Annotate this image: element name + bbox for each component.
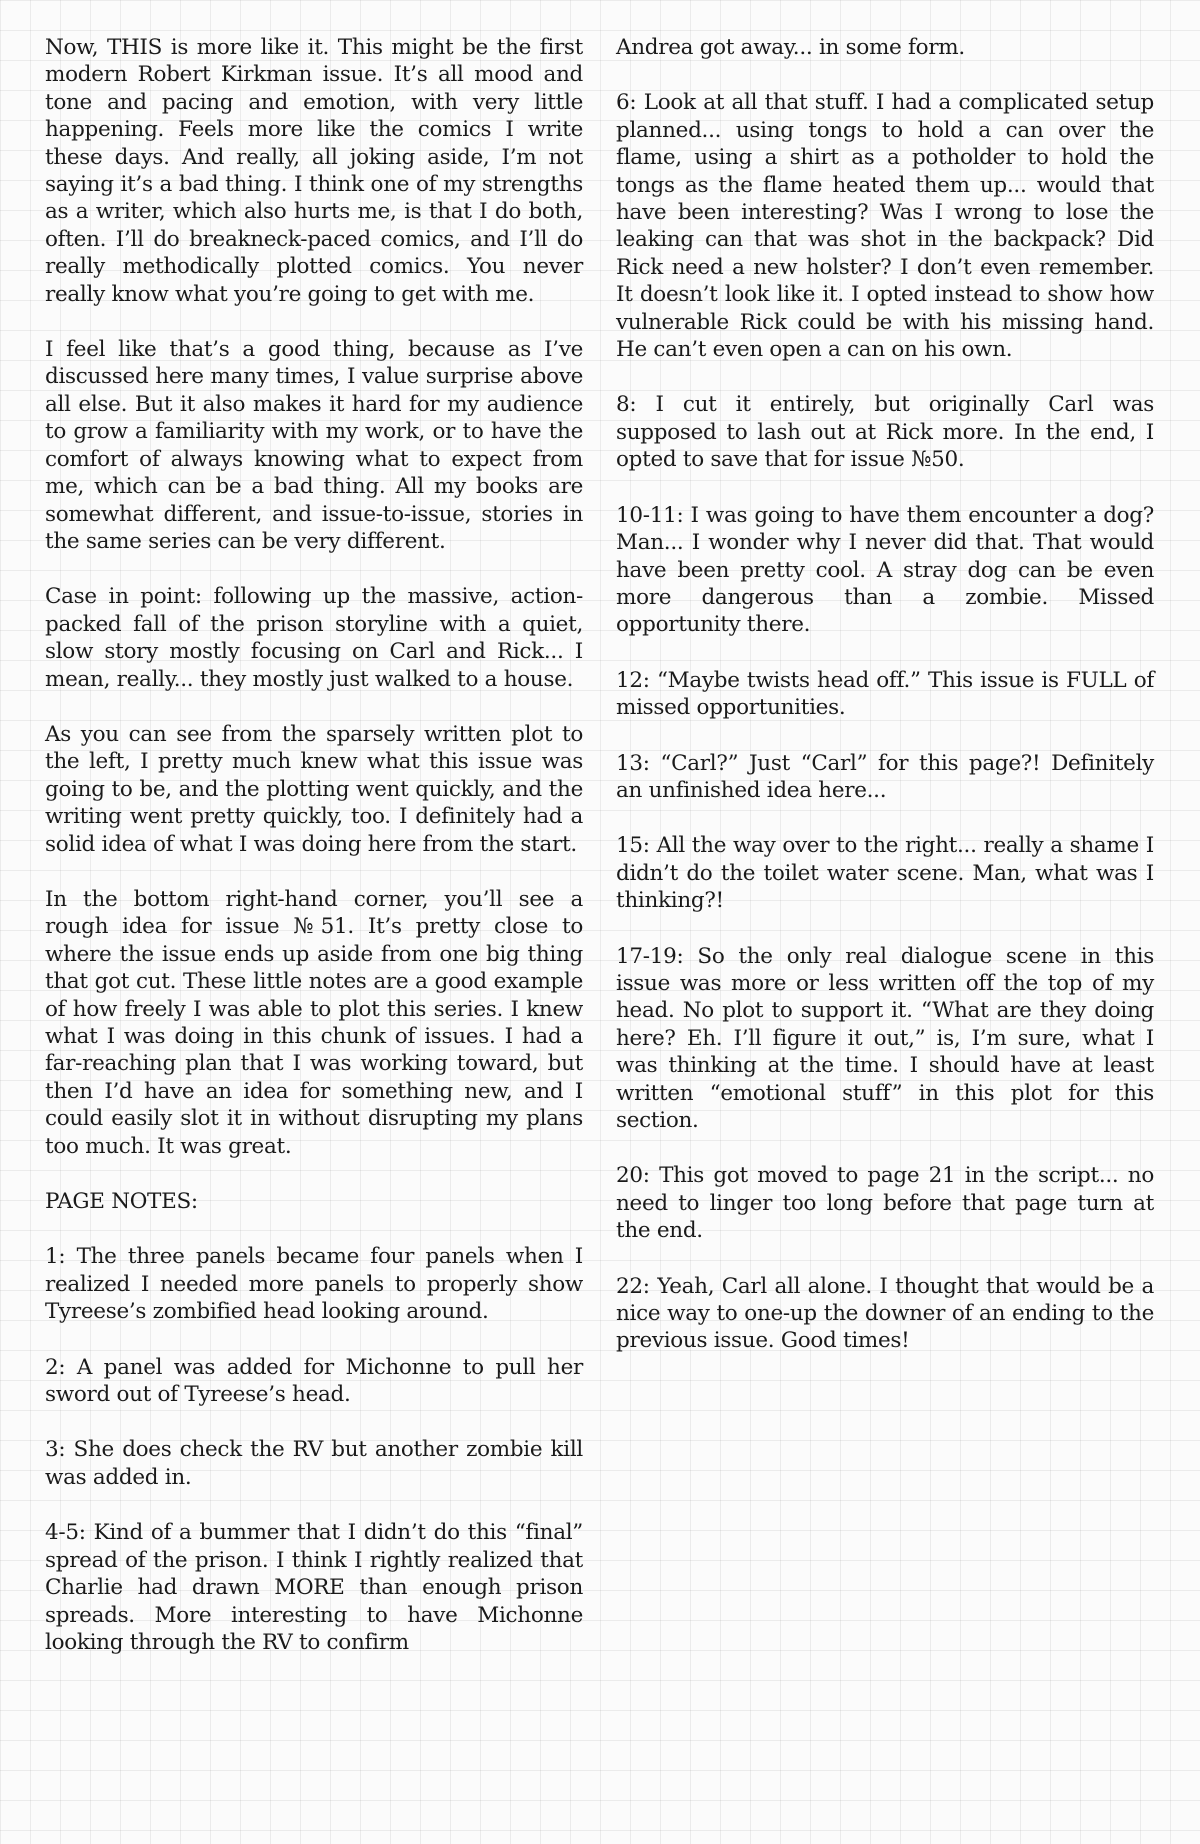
page-note: Andrea got away... in some form.: [616, 35, 965, 60]
page-note: 20: This got moved to page 21 in the script... no need to linger too long before that page turn at the end.: [616, 1163, 1154, 1244]
intro-paragraph: In the bottom right-hand corner, you’ll see a rough idea for issue №51. It’s pretty close to where the issue ends up aside from one big thing that got cut. These little notes are a good example of how freely I was able to plot this series. I knew what I was doing in this chunk of issues. I had a far-reaching plan that I was working toward, but then I’d have an idea for something new, and I could easily slot it in without disrupting my plans too much. It was great.: [45, 886, 583, 1159]
page-note: 2: A panel was added for Michonne to pull her sword out of Tyreese’s head.: [45, 1354, 583, 1408]
right-column: [616, 34, 1154, 1383]
intro-paragraph: I feel like that’s a good thing, because as I’ve discussed here many times, I value surprise above all else. But it also makes it hard for my audience to grow a familiarity with my work, or to have the comfort of always knowing what to expect from me, which can be a bad thing. All my books are somewhat different, and issue-to-issue, stories in the same series can be very different.: [45, 337, 583, 554]
intro-paragraph: As you can see from the sparsely written plot to the left, I pretty much knew what this issue was going to be, and the plotting went quickly, and the writing went pretty quickly, too. I definitely had a solid idea of what I was doing here from the start.: [45, 721, 583, 857]
intro-paragraph: Case in point: following up the massive, action-packed fall of the prison storyline with a quiet, slow story mostly focusing on Carl and Rick... I mean, really... they mostly just walked to a house.: [45, 584, 583, 692]
page-note: 15: All the way over to the right... really a shame I didn’t do the toilet water scene. Man, what was I thinking?!: [616, 833, 1154, 914]
page-note: 17-19: So the only real dialogue scene in this issue was more or less written off the top of my head. No plot to support it. “What are they doing here? Eh. I’ll figure it out,” is, I’m sure, what I was thinking at the time. I should have at least written “emotional stuff” in this plot for this section.: [616, 943, 1154, 1133]
page-note: 22: Yeah, Carl all alone. I thought that would be a nice way to one-up the downer of an ending to the previous issue. Good times!: [616, 1273, 1154, 1354]
left-column: [45, 34, 583, 1684]
page-note: 12: “Maybe twists head off.” This issue is FULL of missed opportunities.: [616, 667, 1154, 721]
page-note: 1: The three panels became four panels when I realized I needed more panels to properly show Tyreese’s zombified head looking around.: [45, 1244, 583, 1325]
page-note: 13: “Carl?” Just “Carl” for this page?! Definitely an unfinished idea here...: [616, 750, 1154, 803]
page-note: 6: Look at all that stuff. I had a complicated setup planned... using tongs to hold a can over the flame, using a shirt as a potholder to hold the tongs as the flame heated them up... would that have been interesting? Was I wrong to lose the leaking can that was shot in the backpack? Did Rick need a new holster? I don’t even remember. It doesn’t look like it. I opted instead to show how vulnerable Rick could be with his missing hand. He can’t even open a can on his own.: [616, 90, 1154, 363]
page-notes-heading: PAGE NOTES:: [45, 1189, 198, 1215]
page-note: 3: She does check the RV but another zombie kill was added in.: [45, 1437, 583, 1490]
page-note: 10-11: I was going to have them encounter a dog? Man... I wonder why I never did that. That would have been pretty cool. A stray dog can be even more dangerous than a zombie. Missed opportunity there.: [616, 502, 1154, 638]
intro-paragraph: Now, THIS is more like it. This might be the first modern Robert Kirkman issue. It’s all mood and tone and pacing and emotion, with very little happening. Feels more like the comics I write these days. And really, all joking aside, I’m not saying it’s a bad thing. I think one of my strengths as a writer, which also hurts me, is that I do both, often. I’ll do breakneck-paced comics, and I’ll do really methodically plotted comics. You never really know what you’re going to get with me.: [45, 35, 583, 307]
page-note: 4-5: Kind of a bummer that I didn’t do this “final” spread of the prison. I think I rightly realized that Charlie had drawn MORE than enough prison spreads. More interesting to have Michonne looking through the RV to confirm: [45, 1520, 583, 1655]
page-note: 8: I cut it entirely, but originally Carl was supposed to lash out at Rick more. In the end, I opted to save that for issue №50.: [616, 392, 1154, 473]
